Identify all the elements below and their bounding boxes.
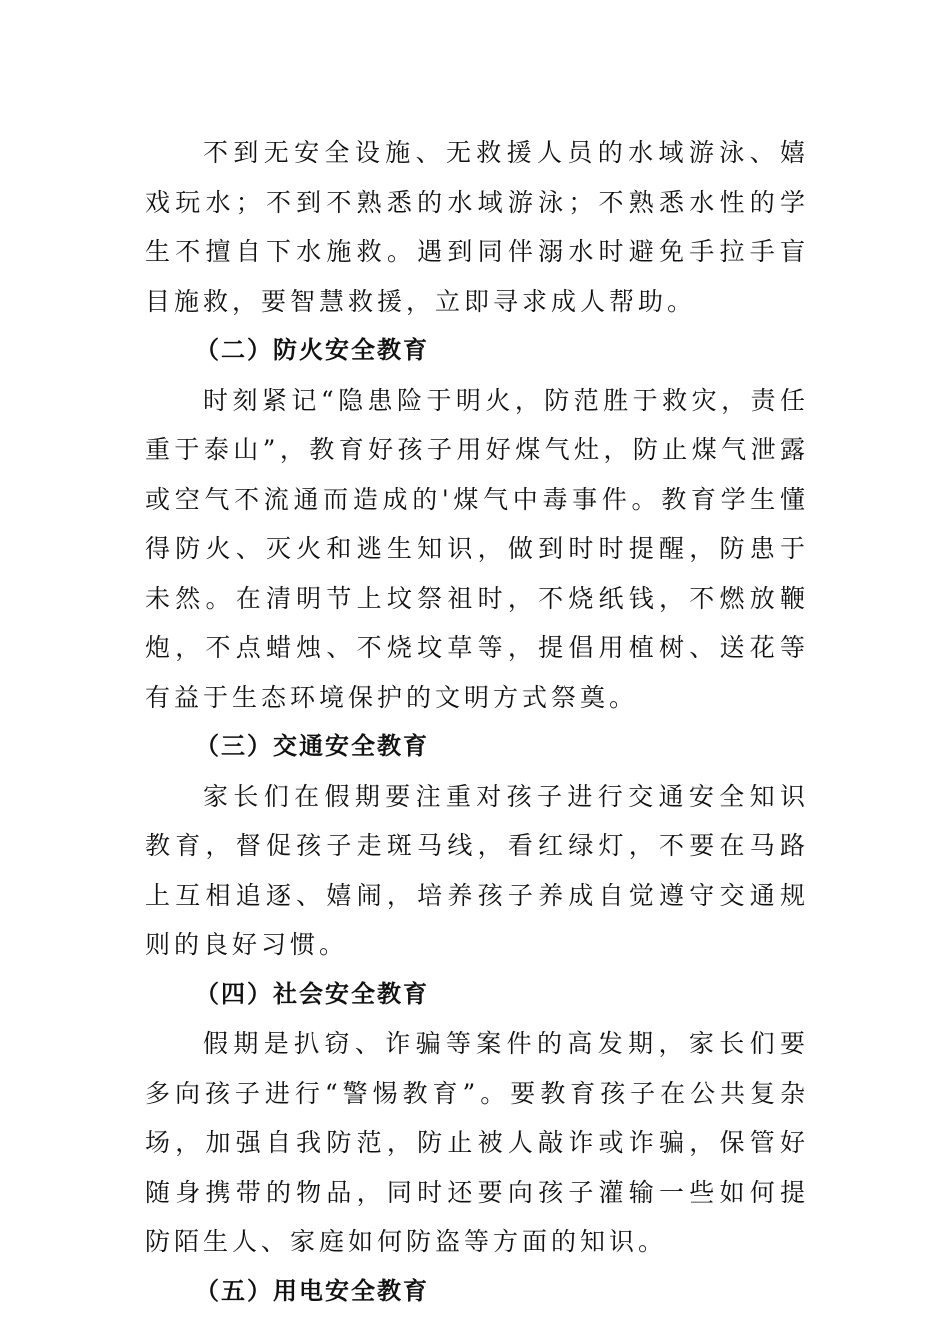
paragraph-fire-safety: 时刻紧记“隐患险于明火，防范胜于救灾，责任重于泰山”，教育好孩子用好煤气灶，防止煤气泄露或空气不流通而造成的'煤气中毒事件。教育学生懂得防火、灭火和逃生知识，做到时时提醒，防患于未然。在清明节上坟祭祖时，不烧纸钱，不燃放鞭炮，不点蜡烛、不烧坟草等，提倡用植树、送花等有益于生态环境保护的文明方式祭奠。: [145, 385, 809, 712]
heading-electric-safety: （五）用电安全教育: [195, 1276, 429, 1305]
document-body: [145, 128, 809, 1316]
heading-fire-safety: （二）防火安全教育: [195, 336, 429, 364]
paragraph-water-safety-continued: 不到无安全设施、无救援人员的水域游泳、嬉戏玩水；不到不熟悉的水域游泳；不熟悉水性的学生不擅自下水施救。遇到同伴溺水时避免手拉手盲目施救，要智慧救援，立即寻求成人帮助。: [145, 138, 809, 316]
paragraph-social-safety: 假期是扒窃、诈骗等案件的高发期，家长们要多向孩子进行“警惕教育”。要教育孩子在公共复杂场，加强自我防范，防止被人敲诈或诈骗，保管好随身携带的物品，同时还要向孩子灌输一些如何提防陌生人、家庭如何防盗等方面的知识。: [145, 1029, 809, 1256]
heading-traffic-safety: （三）交通安全教育: [195, 732, 429, 760]
heading-social-safety: （四）社会安全教育: [195, 979, 429, 1008]
paragraph-traffic-safety: 家长们在假期要注重对孩子进行交通安全知识教育，督促孩子走斑马线，看红绿灯，不要在马路上互相追逐、嬉闹，培养孩子养成自觉遵守交通规则的良好习惯。: [145, 781, 809, 959]
